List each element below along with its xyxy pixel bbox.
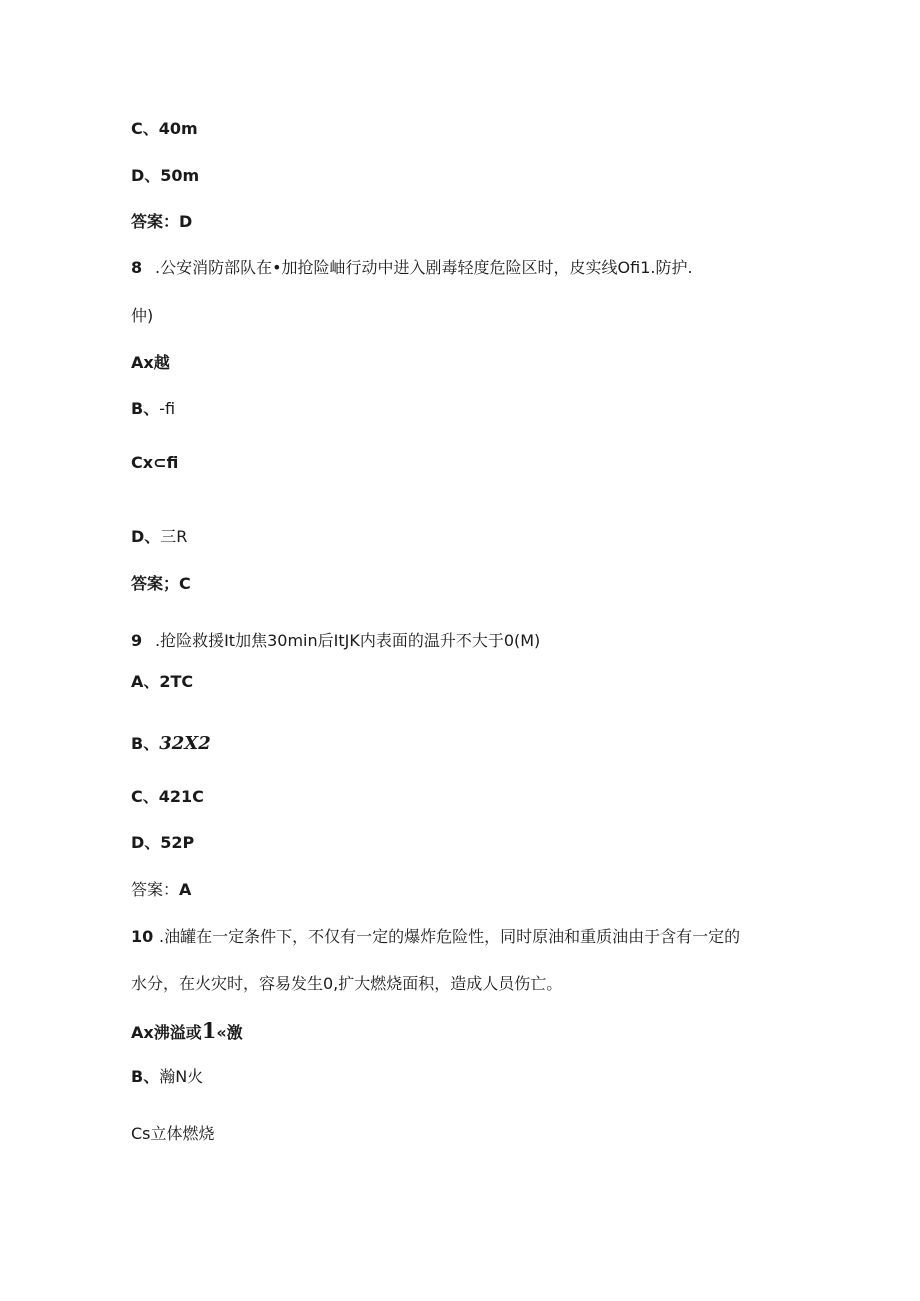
question-number: 10 — [131, 927, 154, 946]
question-9 — [131, 633, 540, 649]
question-8-continuation: 仲) — [131, 306, 154, 325]
option-b-q9: B、32X2 — [131, 733, 211, 754]
question-8 — [131, 260, 693, 276]
answer-q9: 答案：A — [131, 880, 192, 899]
option-b-q8: B、-fi — [131, 399, 176, 418]
question-text: .抢险救援It加焦30min后ItJK内表面的温升不大于0(M) — [155, 631, 541, 650]
question-text: .油罐在一定条件下，不仅有一定的爆炸危险性，同时原油和重质油由于含有一定的 — [159, 927, 741, 946]
option-a-q9: A、2TC — [131, 672, 194, 691]
option-d-q7: D、50m — [131, 166, 200, 185]
option-c-q9: C、421C — [131, 787, 204, 806]
answer-q7: 答案：D — [131, 212, 193, 231]
question-10-continuation: 水分，在火灾时，容易发生0,扩大燃烧面积，造成人员伤亡。 — [131, 974, 563, 993]
option-c-q8: Cx⊂fi — [131, 453, 179, 472]
option-d-q8: D、三R — [131, 527, 188, 546]
option-c-q10: Cs立体燃烧 — [131, 1124, 215, 1143]
question-text: .公安消防部队在•加抢险岫行动中进入剧毒轻度危险区时，皮实线Ofi1.防护. — [155, 258, 693, 277]
answer-q8: 答案；C — [131, 574, 191, 593]
question-10 — [131, 929, 740, 945]
option-c-q7: C、40m — [131, 119, 198, 138]
option-a-q10: Ax沸溢或1«激 — [131, 1018, 243, 1043]
option-b-q10: B、瀚N火 — [131, 1067, 204, 1086]
option-a-q8: Ax越 — [131, 353, 170, 372]
question-number: 8 — [131, 258, 143, 277]
option-d-q9: D、52P — [131, 833, 195, 852]
question-number: 9 — [131, 631, 143, 650]
